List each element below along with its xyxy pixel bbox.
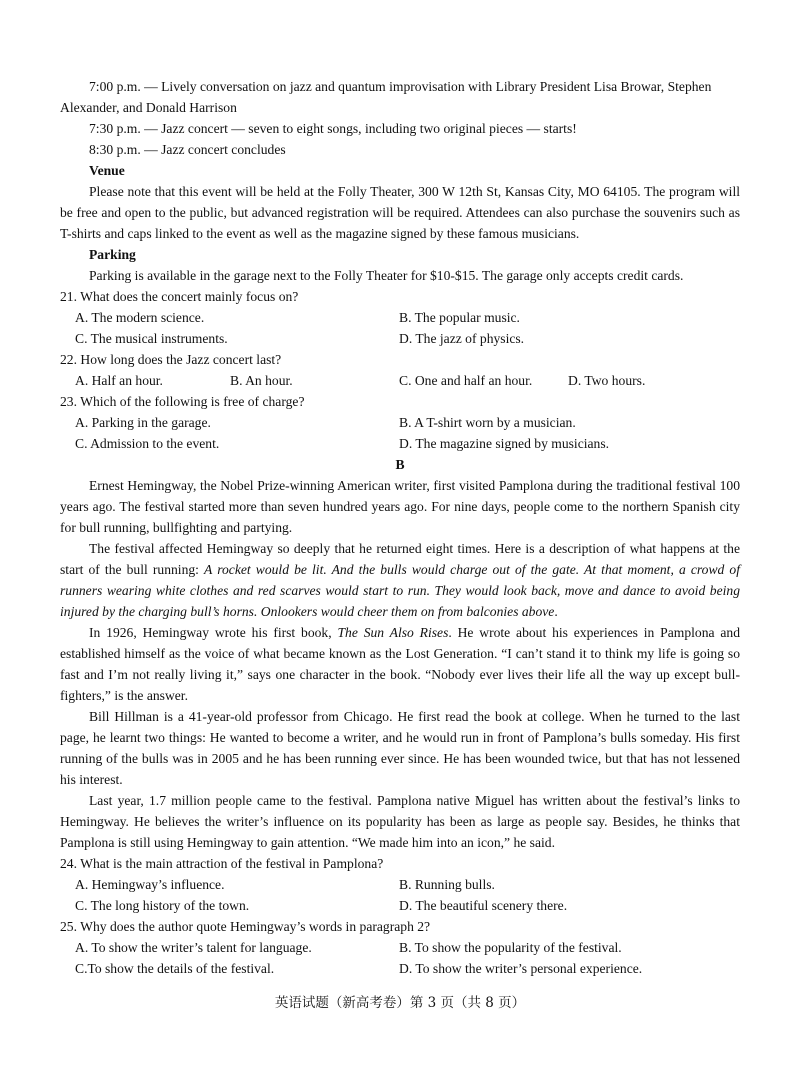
passage-paragraph-3: [60, 622, 740, 706]
paragraph-3-rest: . He wrote about his experiences in Pamplona and established himself as the voice of what became known as the Lost Generation. “I can’t stand it to think my life is going so fast and I’m not really living it,” says one character in the book. “Nobody ever lives their life all the way up except bull-fighters,” is the answer.: [60, 625, 740, 703]
options-row: [60, 958, 740, 979]
options-row: [60, 412, 740, 433]
options-row: [60, 307, 740, 328]
schedule-item: 7:30 p.m. — Jazz concert — seven to eight songs, including two original pieces — starts!: [89, 121, 577, 136]
options-row: [60, 937, 740, 958]
paragraph-3-lead: In 1926, Hemingway wrote his first book,: [89, 625, 338, 640]
option-c: C.To show the details of the festival.: [75, 961, 275, 976]
parking-paragraph: Parking is available in the garage next to the Folly Theater for $10-$15. The garage only accepts credit cards.: [89, 268, 684, 283]
schedule-item: 7:00 p.m. — Lively conversation on jazz and quantum improvisation with Library President Lisa Browar, Stephen Alexander, and Donald Harrison: [60, 79, 712, 115]
section-b-label: B: [395, 457, 405, 472]
option-c: C. Admission to the event.: [75, 436, 220, 451]
paragraph-2-quote: A rocket would be lit. And the bulls would charge out of the gate. At that moment, a crowd of runners wearing white clothes and red scarves would start to run. They would look back, move and dance to avoid being injured by the charging bull’s horns. Onlookers would cheer them on from balconies above: [60, 562, 740, 619]
question-21: 21. What does the concert mainly focus on?: [60, 289, 299, 304]
paragraph-2-end: .: [554, 604, 558, 619]
venue-heading: Venue: [89, 163, 125, 178]
question-25: 25. Why does the author quote Hemingway’s words in paragraph 2?: [60, 919, 431, 934]
option-d: D. Two hours.: [568, 373, 646, 388]
options-row: [60, 328, 740, 349]
passage-paragraph-2: [60, 538, 740, 622]
option-d: D. The magazine signed by musicians.: [399, 436, 610, 451]
passage-paragraph-4: Bill Hillman is a 41-year-old professor from Chicago. He first read the book at college. When he turned to the last page, he learnt two things: He wanted to become a writer, and he would run in front of Pamplona’s bulls someday. His first running of the bulls was in 2005 and he has been running ever since. He has been wounded twice, but that has not lessened his interest.: [60, 709, 740, 787]
option-c: C. The musical instruments.: [75, 331, 228, 346]
option-a: A. To show the writer’s talent for language.: [75, 940, 312, 955]
option-d: D. The jazz of physics.: [399, 331, 525, 346]
parking-heading: Parking: [89, 247, 136, 262]
venue-paragraph: Please note that this event will be held at the Folly Theater, 300 W 12th St, Kansas City, MO 64105. The program will be free and open to the public, but advanced registration will be required. Attendees can also purchase the souvenirs such as T-shirts and caps linked to the event as well as the magazine signed by these famous musicians.: [60, 184, 740, 241]
question-22: 22. How long does the Jazz concert last?: [60, 352, 282, 367]
option-a: A. Half an hour.: [75, 373, 163, 388]
option-b: B. The popular music.: [399, 310, 520, 325]
question-23: 23. Which of the following is free of charge?: [60, 394, 305, 409]
options-row: [60, 433, 740, 454]
options-row: [60, 874, 740, 895]
question-24: 24. What is the main attraction of the festival in Pamplona?: [60, 856, 384, 871]
option-a: A. Parking in the garage.: [75, 415, 211, 430]
book-title: The Sun Also Rises: [337, 625, 449, 640]
passage-paragraph-1: Ernest Hemingway, the Nobel Prize-winning American writer, first visited Pamplona during the traditional festival 100 years ago. The festival started more than seven hundred years ago. For nine days, people come to the northern Spanish city for bull running, bullfighting and partying.: [60, 478, 740, 535]
option-c: C. The long history of the town.: [75, 898, 250, 913]
paragraph-2-lead: The festival affected Hemingway so deeply that he returned eight times. Here is a description of what happens at the start of the bull running:: [60, 541, 740, 577]
option-d: D. The beautiful scenery there.: [399, 898, 568, 913]
options-row: [60, 370, 740, 391]
option-b: B. Running bulls.: [399, 877, 495, 892]
page-footer: 英语试题（新高考卷）第 3 页（共 8 页）: [274, 995, 526, 1011]
options-row: [60, 895, 740, 916]
option-b: B. A T-shirt worn by a musician.: [399, 415, 576, 430]
passage-paragraph-5: Last year, 1.7 million people came to the festival. Pamplona native Miguel has written about the festival’s links to Hemingway. He believes the writer’s influence on its popularity has been as large as people say. Besides, he thinks that Pamplona is still using Hemingway to gain attention. “We made him into an icon,” he said.: [60, 793, 740, 850]
option-a: A. The modern science.: [75, 310, 205, 325]
schedule-item: 8:30 p.m. — Jazz concert concludes: [89, 142, 286, 157]
option-a: A. Hemingway’s influence.: [75, 877, 225, 892]
option-b: B. To show the popularity of the festival.: [399, 940, 622, 955]
option-c: C. One and half an hour.: [399, 373, 533, 388]
page-content: [60, 76, 740, 979]
option-d: D. To show the writer’s personal experience.: [399, 961, 643, 976]
option-b: B. An hour.: [230, 373, 293, 388]
